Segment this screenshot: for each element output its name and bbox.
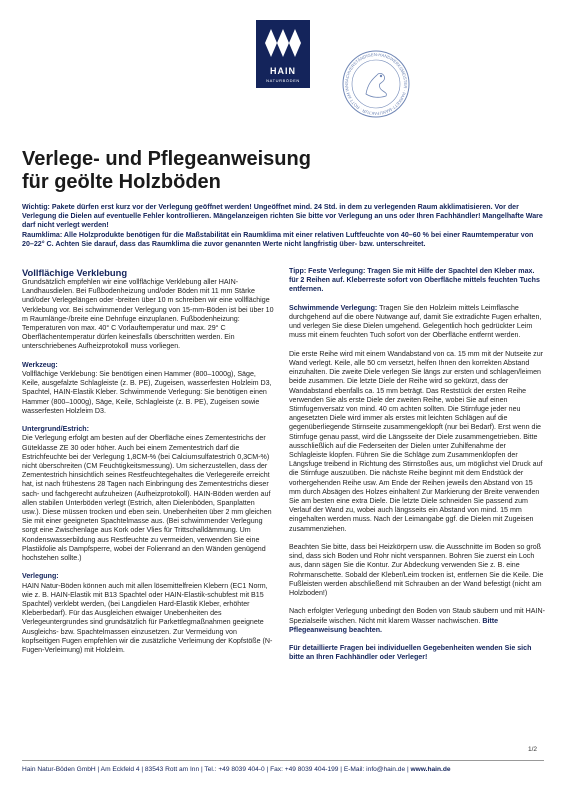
quality-seal [340,48,412,120]
intro-notice [22,203,546,249]
title-text: Verlege- und Pflegeanweisung für geölte Holzböden [22,148,311,193]
seal-text: SACHVERSTÄNDIGEN-HANDWERKSMEISTER · PARKETT-MANUFAKTUR · ROTT AM INN [343,51,409,117]
section-subfloor-title: Untergrund/Estrich: [22,425,89,434]
footer-website: www.hain.de [410,766,451,773]
intro-climate: Raumklima: Alle Holzprodukte benötigen für die Maßstabilität ein Raumklima mit einer relativen Luftfeuchte von 40–60 % bei einer Raumtemperatur von 20–22° C. Achten Sie darauf, dass das Raumklima die zuvor genannten Werte nicht langfristig über- bzw. unterschreitet. [22,230,534,248]
logo-brand: HAIN [270,66,296,76]
section-full-bond-text: Grundsätzlich empfehlen wir eine vollflächige Verklebung aller HAIN-Landhausdielen. Bei Fußbodenheizung und/oder Böden mit 11 mm Stärke und/oder Verlegelängen oder -breiten über 10 m schreiben wir eine vollflächige Verklebung vor. Bei schwimmender Verlegung von 15-mm-Böden ist bei über 10 m Raumlänge-/breite eine Dehnfuge einzuplanen. Fußbodenheizung: Temperaturen von max. 40° C Vorlauftemperatur und max. 29° C Oberflächentemperatur dürfen keinesfalls überschritten werden. Ein unterschriebenes Aufheizprotokoll muss vorliegen. [22,278,274,351]
section-installation-title: Verlegung: [22,572,59,581]
footer-divider [22,760,544,761]
logo-subtitle: NATURBÖDEN [266,78,300,83]
diamond-emblem-icon [256,26,310,62]
floating-installation-title: Schwimmende Verlegung: [289,303,378,312]
tip-text: Tipp: Feste Verlegung: Tragen Sie mit Hilfe der Spachtel den Kleber max. für 2 Reihen auf. Kleberreste sofort von Oberfläche mittels feuchten Tuchs entfernen. [289,267,540,294]
contact-notice: Für detaillierte Fragen bei individuellen Gegebenheiten wenden Sie sich bitte an Ihren Fachhändler oder Verleger! [289,644,532,662]
seal-emblem-icon [340,48,412,120]
section-tools-text: Vollflächige Verklebung: Sie benötigen einen Hammer (800–1000g), Säge, Keile, ausgefalzte Schlagleiste (z. B. PE), Zugeisen, wasserfesten Holzleim D3, Spachtel, HAIN-Elastik Kleber. Schwimmende Verlegung: Sie benötigen einen Hammer (800–1000g), Säge, Keile, Schlagleiste (z. B. PE), Zugeisen sowie wasserfesten Holzleim D3. [22,370,272,415]
hain-logo [256,20,310,88]
section-full-bond-title: Vollflächige Verklebung [22,267,128,278]
after-installation-text: Nach erfolgter Verlegung unbedingt den Boden von Staub säubern und mit HAIN-Spezialseife wischen. Nicht mit klarem Wasser nachwischen. [289,607,545,625]
page-number: 1/2 [528,746,538,753]
footer-address: Hain Natur-Böden GmbH | Am Eckfeld 4 | 83543 Rott am Inn | Tel.: +49 8039 404-0 | Fax: +49 8039 404-199 | E-Mail: info@hain.de | [22,766,411,773]
radiator-instructions: Beachten Sie bitte, dass bei Heizkörpern usw. die Ausschnitte im Boden so groß sind, dass sich Boden und Rohr nicht verspannen. Bohren Sie zuerst ein Loch aus, dann sägen Sie die Kontur. Zur Abdeckung verwenden Sie z. B. eine Rohrmanschette. Sobald der Kleber/Leim trocken ist, entfernen Sie die Keile. Die Fußleisten werden abschließend mit Schrauben an der Wand befestigt (nicht am Holzboden!) [289,543,544,598]
section-installation-text: HAIN Natur-Böden können auch mit allen lösemittelfreien Klebern (EC1 Norm, wie z. B. HAIN-Elastik mit B13 Spachtel oder HAIN-Elastik-schubfest mit B15 Spachtel) verklebt werden, (bei Langdielen Hard-Elastik Kleber, erhöhter Kleberbedarf). Für das Ausgleichen etwaiger Unebenheiten des Verlegeuntergrundes sind grundsätzlich für Parkettlegmaßnahmen geeignete Ausgleichs- bzw. Spachtelmassen einzusetzen. Zur Vermeidung von kopfseitigen Fugen empfehlen wir die zusätzliche Verleimung der Kopfstöße (N-Fugen-Verleimung) mit Holzleim. [22,581,273,655]
rows-instructions: Die erste Reihe wird mit einem Wandabstand von ca. 15 mm mit der Nutseite zur Wand verlegt. Keile, alle 50 cm versetzt, helfen Ihnen den korrekten Abstand einzuhalten. Die zweite Diele verlegen Sie längs zur ersten und schlagen/leimen beide zusammen. Die letzte Diele der Reihe wird so gekürzt, dass der Wandabstand ebenfalls ca. 15 mm beträgt. Das Reststück der ersten Reihe verwenden Sie als erste Diele der zweiten Reihe, wobei Sie auf einen Stirnfugenversatz von mind. 40 cm achten sollten. Die Stirnfuge jeder neu angesetzten Diele wird immer als erstes mit leichten Schlägen auf die gegenüberliegende Stirnseite zusammengeklopft (nur bei Bedarf). Erst wenn die Stirnfuge genau passt, wird die Längsseite der Diele zusammengetrieben. Bitte ausschließlich auf die Federseiten der Dielen unter Zuhilfenahme der Schlagleiste klopfen. Führen Sie die Schläge zum Zusammenklopfen der Längsfuge treibend in Richtung des Stirnstoßes aus, um möglichst viel Druck auf die Stirnfuge auszuüben. Die nächste Reihe beginnt mit dem Endstück der vorhergehenden Reihe usw. Am Ende der Reihen jeweils den Abstand von 15 mm durch Absägen des Holzes einhalten! Zur Markierung der Breite verwenden Sie am besten eine extra Diele. Die letzte Diele schneiden Sie passend zum Verlauf der Wand zu, wobei auch längsseits ein Abstand von mind. 15 mm eingehalten werden muss. Nach der Leimangabe ggf. die Dielen mit Zugeisen zusammenziehen. [289,349,544,533]
svg-text:SACHVERSTÄNDIGEN-HANDWERKSMEIS [344,52,408,116]
floating-installation-text: Tragen Sie den Holzleim mittels Leimflasche durchgehend auf die obere Nutwange auf, damit Sie extradichte Fugen erhalten, und verlegen Sie diese Dielen umgehend. Gelegentlich hoch gedrückter Leim muss mit einem feuchten Tuch sofort von der Oberfläche entfernt werden. [289,303,542,340]
right-column [289,267,545,672]
section-subfloor-text: Die Verlegung erfolgt am besten auf der Oberfläche eines Zementestrichs der Güteklasse ZE 30 oder höher. Auch bei einem Zementestrich darf die Estrichfeuchte bei der Verlegung 1,8CM-% (bei Calciumsulfatestrich 0,3CM-%) nicht überschreiten (CM Feuchtigkeitsmessung). Um sicherzustellen, dass der Zementestrich hinsichtlich seines Restfeuchtegehaltes die Verlegereife erreicht hat, ist nach frühestens 28 Tagen nach Einbringung des Zementestrichs dieser sach- und fachgerecht aufzuheizen (Aufheizprotokoll). HAIN-Böden werden auf allen stabilen Unterböden verlegt (Estrich, alten Dielenböden, Spanplatten usw.). Diese müssen trocken und eben sein. Unebenheiten über 2 mm gleichen Sie mit einer geeigneten Spachtelmasse aus. (Bei schwimmender Verlegung sorgt eine Zwischenlage aus Kork oder Vlies für Trittschalldämmung. Um Kondenswasserbildung aus Restfeuchte zu vermeiden, verwenden Sie eine Plastikfolie als Dampfsperre, wobei der Folienrand an den Wänden genügend hochstehen sollte.) [22,434,272,563]
floating-installation [289,304,545,341]
intro-important: Wichtig: Pakete dürfen erst kurz vor der Verlegung geöffnet werden! Ungeöffnet mind. 24 Std. in dem zu verlegenden Raum akklimatisieren. Vor der Verlegung die Dielen auf eventuelle Fehler kontrollieren. Mängelanzeigen richten Sie bitte vor Verlegung an uns oder Ihren Fachhändler! Mangelhafte Ware darf nicht verlegt werden! [22,203,543,230]
after-installation [289,607,545,635]
section-tools-title: Werkzeug: [22,360,58,369]
care-notice: Bitte Pflegeanweisung beachten. [289,616,499,634]
left-column [22,267,274,664]
footer [22,766,544,773]
page-title [22,148,542,194]
